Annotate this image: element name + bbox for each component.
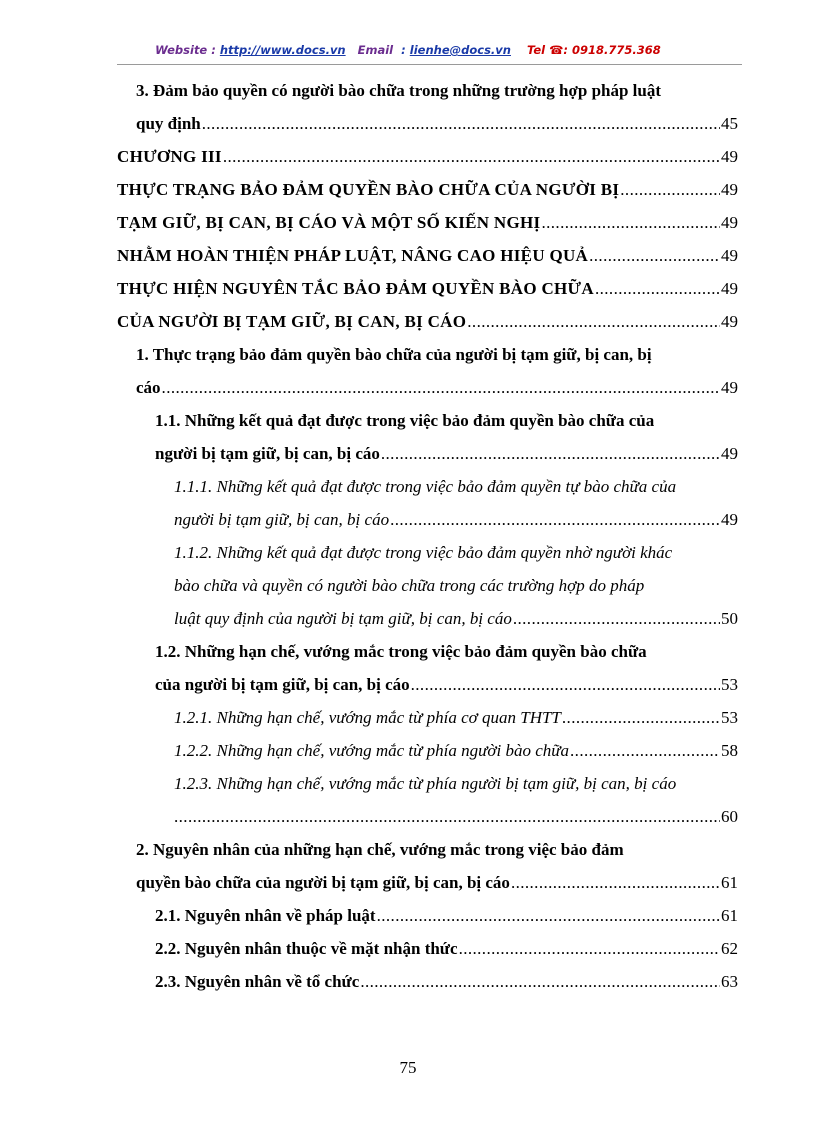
email-link[interactable]: lienhe@docs.vn bbox=[409, 43, 511, 57]
toc-chapter-3-line3[interactable] bbox=[117, 211, 738, 235]
toc-entry-text: của người bị tạm giữ, bị can, bị cáo bbox=[155, 675, 410, 694]
toc-section-1-1[interactable] bbox=[155, 442, 738, 466]
toc-chapter-3-line4[interactable] bbox=[117, 244, 738, 268]
toc-page-number: 62 bbox=[721, 939, 738, 958]
toc-entry-text: NHẰM HOÀN THIỆN PHÁP LUẬT, NÂNG CAO HIỆU QUẢ bbox=[117, 246, 589, 265]
toc-entry-text: 2.3. Nguyên nhân về tổ chức bbox=[155, 972, 360, 991]
toc-section-1-2-3-line1: 1.2.3. Những hạn chế, vướng mắc từ phía người bị tạm giữ, bị can, bị cáo bbox=[174, 774, 677, 793]
leader-dots bbox=[562, 706, 720, 730]
toc-page-number: 49 bbox=[721, 279, 738, 298]
leader-dots bbox=[595, 277, 720, 301]
toc-section-1-2-3[interactable] bbox=[174, 805, 738, 829]
leader-dots bbox=[513, 607, 720, 631]
tel-label: Tel ☎: bbox=[527, 43, 569, 57]
leader-dots bbox=[162, 376, 720, 400]
page-number: 75 bbox=[399, 1058, 417, 1077]
leader-dots bbox=[541, 211, 720, 235]
toc-entry-text: người bị tạm giữ, bị can, bị cáo bbox=[174, 510, 390, 529]
toc-entry-text: CỦA NGƯỜI BỊ TẠM GIỮ, BỊ CAN, BỊ CÁO bbox=[117, 312, 467, 331]
toc-section-1-2[interactable] bbox=[155, 673, 738, 697]
toc-section-1-1-1[interactable] bbox=[174, 508, 738, 532]
leader-dots bbox=[174, 805, 720, 829]
toc-entry-text: người bị tạm giữ, bị can, bị cáo bbox=[155, 444, 380, 463]
toc-section-2-3[interactable] bbox=[155, 970, 738, 994]
toc-entry-text: 2.1. Nguyên nhân về pháp luật bbox=[155, 906, 376, 925]
toc-page-number: 49 bbox=[721, 510, 738, 529]
leader-dots bbox=[570, 739, 720, 763]
toc-page-number: 60 bbox=[721, 807, 738, 826]
toc-section-1-2-2[interactable] bbox=[174, 739, 738, 763]
toc-entry-text: 1.2.2. Những hạn chế, vướng mắc từ phía người bào chữa bbox=[174, 741, 570, 760]
website-link[interactable]: http://www.docs.vn bbox=[219, 43, 346, 57]
toc-entry-text: 1.2.1. Những hạn chế, vướng mắc từ phía cơ quan THTT bbox=[174, 708, 561, 727]
toc-page-number: 53 bbox=[721, 708, 738, 727]
email-separator: : bbox=[401, 43, 406, 57]
leader-dots bbox=[411, 673, 720, 697]
toc-section-2-1[interactable] bbox=[155, 904, 738, 928]
toc-page-number: 49 bbox=[721, 147, 738, 166]
toc-entry-text: cáo bbox=[136, 378, 161, 397]
toc-item-3[interactable] bbox=[136, 112, 738, 136]
toc-section-2-2[interactable] bbox=[155, 937, 738, 961]
toc-page-number: 61 bbox=[721, 906, 738, 925]
toc-page-number: 61 bbox=[721, 873, 738, 892]
leader-dots bbox=[381, 442, 720, 466]
toc-entry-text: 2.2. Nguyên nhân thuộc về mặt nhận thức bbox=[155, 939, 458, 958]
leader-dots bbox=[377, 904, 720, 928]
email-label: Email bbox=[357, 43, 394, 57]
toc-section-1-2-1[interactable] bbox=[174, 706, 738, 730]
toc-chapter-3-line6[interactable] bbox=[117, 310, 738, 334]
toc-entry-text: luật quy định của người bị tạm giữ, bị can, bị cáo bbox=[174, 609, 512, 628]
leader-dots bbox=[589, 244, 720, 268]
toc-section-1-1-line1: 1.1. Những kết quả đạt được trong việc bảo đảm quyền bào chữa của bbox=[155, 411, 655, 430]
toc-section-1-1-2[interactable] bbox=[174, 607, 738, 631]
toc-section-2-line1: 2. Nguyên nhân của những hạn chế, vướng mắc trong việc bảo đảm bbox=[136, 840, 624, 859]
toc-page-number: 63 bbox=[721, 972, 738, 991]
toc-page-number: 50 bbox=[721, 609, 738, 628]
toc-chapter-3-line5[interactable] bbox=[117, 277, 738, 301]
toc-section-2[interactable] bbox=[136, 871, 738, 895]
leader-dots bbox=[511, 871, 720, 895]
toc-item-3-line2: quy định bbox=[136, 114, 201, 133]
toc-page-number: 58 bbox=[721, 741, 738, 760]
leader-dots bbox=[223, 145, 720, 169]
tel-number: 0918.775.368 bbox=[572, 43, 661, 57]
toc-section-1-1-1-line1: 1.1.1. Những kết quả đạt được trong việc bảo đảm quyền tự bào chữa của bbox=[174, 477, 677, 496]
leader-dots bbox=[620, 178, 720, 202]
toc-entry-text: THỰC TRẠNG BẢO ĐẢM QUYỀN BÀO CHỮA CỦA NGƯỜI BỊ bbox=[117, 180, 620, 199]
leader-dots bbox=[467, 310, 720, 334]
toc-entry-text: CHƯƠNG III bbox=[117, 147, 222, 166]
leader-dots bbox=[202, 112, 720, 136]
toc-section-1-line1: 1. Thực trạng bảo đảm quyền bào chữa của người bị tạm giữ, bị can, bị bbox=[136, 345, 652, 364]
toc-page-number: 49 bbox=[721, 213, 738, 232]
toc-section-1-2-line1: 1.2. Những hạn chế, vướng mắc trong việc bảo đảm quyền bào chữa bbox=[155, 642, 647, 661]
toc-page-number: 53 bbox=[721, 675, 738, 694]
toc-item-3-line1: 3. Đảm bảo quyền có người bào chữa trong những trường hợp pháp luật bbox=[136, 81, 662, 100]
leader-dots bbox=[459, 937, 720, 961]
toc-page-number: 49 bbox=[721, 180, 738, 199]
toc-entry-text: THỰC HIỆN NGUYÊN TẮC BẢO ĐẢM QUYỀN BÀO CHỮA bbox=[117, 279, 594, 298]
toc-entry-text: quyền bào chữa của người bị tạm giữ, bị can, bị cáo bbox=[136, 873, 510, 892]
toc-chapter-3-line1[interactable] bbox=[117, 145, 738, 169]
toc-page-number: 49 bbox=[721, 312, 738, 331]
toc-chapter-3-line2[interactable] bbox=[117, 178, 738, 202]
toc-page-number: 49 bbox=[721, 378, 738, 397]
leader-dots bbox=[390, 508, 720, 532]
leader-dots bbox=[360, 970, 720, 994]
toc-section-1-1-2-line2: bào chữa và quyền có người bào chữa trong các trường hợp do pháp bbox=[174, 576, 645, 595]
toc-page-number: 45 bbox=[721, 114, 738, 133]
toc-page-number: 49 bbox=[721, 444, 738, 463]
toc-page-number: 49 bbox=[721, 246, 738, 265]
toc-entry-text: TẠM GIỮ, BỊ CAN, BỊ CÁO VÀ MỘT SỐ KIẾN NGHỊ bbox=[117, 213, 541, 232]
toc-section-1-1-2-line1: 1.1.2. Những kết quả đạt được trong việc bảo đảm quyền nhờ người khác bbox=[174, 543, 673, 562]
website-label: Website : bbox=[155, 43, 216, 57]
toc-section-1[interactable] bbox=[136, 376, 738, 400]
